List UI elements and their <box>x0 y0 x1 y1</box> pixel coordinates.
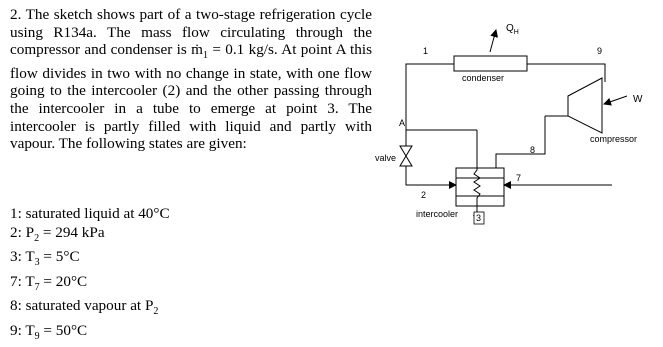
point-8-label: 8 <box>530 145 536 155</box>
state-7 <box>10 273 170 298</box>
state-2-sub: 2 <box>34 232 40 244</box>
state-9 <box>10 322 170 347</box>
state-3 <box>10 248 170 273</box>
point-3-label: 3 <box>476 213 482 223</box>
mdot-symbol: ṁ <box>191 41 203 59</box>
condenser-box <box>454 56 527 71</box>
point-1-label: 1 <box>423 46 429 56</box>
intercooler-vessel <box>456 168 504 206</box>
state-8-label: 8: saturated vapour at P <box>10 297 154 315</box>
state-3-sub: 3 <box>34 257 40 269</box>
line-condenser-to-A <box>406 64 454 130</box>
state-1: 1: saturated liquid at 40°C <box>10 205 170 222</box>
intercooler-label: intercooler <box>416 209 459 219</box>
compressor-symbol <box>568 78 602 133</box>
line-valve-to-intercooler <box>406 166 456 185</box>
state-2 <box>10 224 170 249</box>
mdot-subscript: 1 <box>202 50 208 62</box>
state-2-label: 2: P <box>10 223 35 241</box>
q-label: $Q_H$ <box>506 23 519 36</box>
state-9-label: 9: T <box>10 322 35 340</box>
problem-statement <box>10 6 372 153</box>
point-2-label: 2 <box>421 190 427 200</box>
state-8 <box>10 297 170 322</box>
work-in-arrow <box>604 96 627 104</box>
point-A-label: A <box>399 118 406 128</box>
w-label: W <box>633 94 643 105</box>
compressor-label: compressor <box>590 134 638 144</box>
states-list <box>10 205 170 347</box>
valve-label: valve <box>375 153 397 163</box>
line-9-to-condenser <box>527 64 605 82</box>
state-7-sub: 7 <box>34 281 40 293</box>
state-3-label: 3: T <box>10 248 35 266</box>
point-7-label: 7 <box>516 173 522 183</box>
state-7-value: = 20°C <box>39 272 88 290</box>
state-9-value: = 50°C <box>39 322 88 340</box>
state-9-sub: 9 <box>34 331 40 343</box>
point-9-label: 9 <box>597 46 603 56</box>
state-2-value: = 294 kPa <box>39 223 105 241</box>
state-7-label: 7: T <box>10 272 35 290</box>
state-8-sub: 2 <box>153 306 159 318</box>
heat-out-arrow <box>490 30 496 52</box>
problem-text-part1: 2. The sketch shows part of a two-stage refrigeration cycle using R134a. The mass flow circulating through the compressor and condenser is <box>10 6 372 59</box>
state-3-value: = 5°C <box>39 248 80 266</box>
problem-text-part2: = 0.1 kg/s. At point A this flow divides in two with no change in state, with one flow going to the intercooler (2) and the other passing through the intercooler in a tube to emerge at point 3. The intercooler is partly filled with liquid and partly with vapour. The following states are given: <box>10 41 373 153</box>
cycle-diagram-svg <box>370 0 663 333</box>
expansion-valve <box>400 146 412 166</box>
cycle-diagram <box>370 0 663 333</box>
condenser-label: condenser <box>462 73 505 83</box>
line-intercooler-to-compressor <box>496 116 545 168</box>
